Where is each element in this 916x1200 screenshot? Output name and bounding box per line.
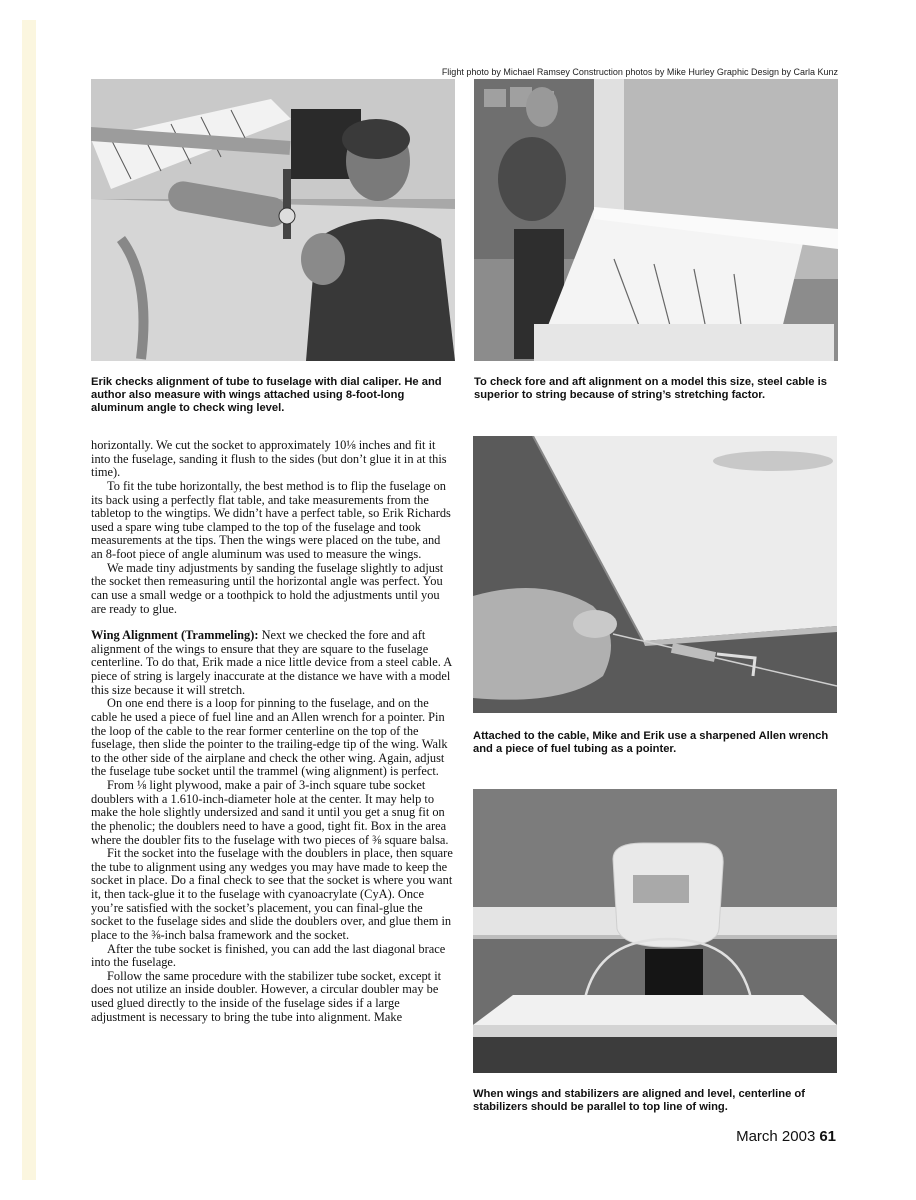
- page-folio: [736, 1128, 836, 1145]
- caption-photo3: Attached to the cable, Mike and Erik use a sharpened Allen wrench and a piece of fuel tubing as a pointer.: [473, 730, 829, 755]
- photo-allen-wrench-pointer: [473, 436, 837, 713]
- body-paragraph: From ⅛ light plywood, make a pair of 3-inch square tube socket doublers with a 1.610-inch-diameter hole at the center. It may help to make the hole slightly undersized and sand it until you get a snug fit on the phenolic; the doublers need to have a good, tight fit. Box in the area where the doubler fits to the fuselage with two pieces of ⅜ square balsa.: [91, 778, 449, 847]
- body-paragraph: Follow the same procedure with the stabilizer tube socket, except it does not utilize an inside doubler. However, a circular doubler may be used glued directly to the inside of the fuselage sides if a large adjustment is necessary to bring the tube into alignment. Make: [91, 968, 442, 1024]
- photo-caliper-check: [91, 79, 455, 361]
- article-body: [91, 439, 455, 1024]
- body-paragraph: We made tiny adjustments by sanding the fuselage slightly to adjust the socket then remeasuring until the horizontal angle was perfect. You can use a small wedge or a toothpick to hold the adjustments until you are ready to glue.: [91, 560, 444, 616]
- body-paragraph: horizontally. We cut the socket to approximately 10⅛ inches and fit it into the fuselage, sanding it flush to the sides (but don’t glue it in at this time).: [91, 438, 447, 480]
- page-number: 61: [819, 1128, 836, 1145]
- body-paragraph: After the tube socket is finished, you can add the last diagonal brace into the fuselage.: [91, 941, 446, 970]
- caption-photo4: When wings and stabilizers are aligned and level, centerline of stabilizers should be parallel to top line of wing.: [473, 1088, 805, 1113]
- caption-photo1: Erik checks alignment of tube to fuselage with dial caliper. He and author also measure with wings attached using 8-foot-long aluminum angle to check wing level.: [91, 376, 442, 414]
- photo-cable-check-image: [474, 79, 838, 361]
- photo-credit: Flight photo by Michael Ramsey Construction photos by Mike Hurley Graphic Design by Carla Kunz: [441, 67, 838, 77]
- issue-date: March 2003: [736, 1128, 816, 1145]
- body-paragraph: To fit the tube horizontally, the best method is to flip the fuselage on its back using a perfectly flat table, and take measurements from the tabletop to the wingtips. We didn’t have a perfect table, so Erik Richards used a spare wing tube clamped to the top of the fuselage and took measurements at the tips. Then the wings were placed on the tube, and an 8-foot piece of angle aluminum was used to measure the wings.: [91, 478, 451, 561]
- photo-front-alignment-image: [473, 789, 837, 1073]
- caption-photo2: To check fore and aft alignment on a model this size, steel cable is superior to string because of string’s stretching factor.: [474, 376, 827, 401]
- body-paragraph: On one end there is a loop for pinning to the fuselage, and on the cable he used a piece of fuel line and an Allen wrench for a pointer. Pin the loop of the cable to the rear former centerline on the top of the fuselage, then slide the pointer to the trailing-edge tip of the wing. Walk to the other side of the airplane and check the other wing. Again, adjust the fuselage tube socket until the trammel (wing alignment) is perfect.: [91, 696, 448, 779]
- photo-allen-wrench-image: [473, 436, 837, 713]
- section-paragraph-wing-alignment: [91, 629, 455, 697]
- body-paragraph: Fit the socket into the fuselage with the doublers in place, then square the tube to alignment using any wedges you may have made to keep the socket in place. Do a final check to see that the socket is where you want it, then tack-glue it to the fuselage with cyanoacrylate (CyA). Once you’re satisfied with the socket’s placement, you can final-glue the socket to the fuselage sides and slide the doublers over, and glue them in place to the ⅜-inch balsa framework and the socket.: [91, 846, 453, 942]
- photo-caliper-check-image: [91, 79, 455, 361]
- section-heading: Wing Alignment (Trammeling):: [91, 628, 259, 643]
- page-edge-strip: [22, 20, 36, 1180]
- photo-cable-check: [474, 79, 838, 361]
- section-lead-text: Next we checked the fore and aft alignment of the wings to ensure that they are square to the fuselage centerline. To do that, Erik made a nice little device from a steel cable. A piece of string is largely inaccurate at the distance we have with a model this size because it will stretch.: [91, 628, 452, 697]
- photo-front-alignment: [473, 789, 837, 1073]
